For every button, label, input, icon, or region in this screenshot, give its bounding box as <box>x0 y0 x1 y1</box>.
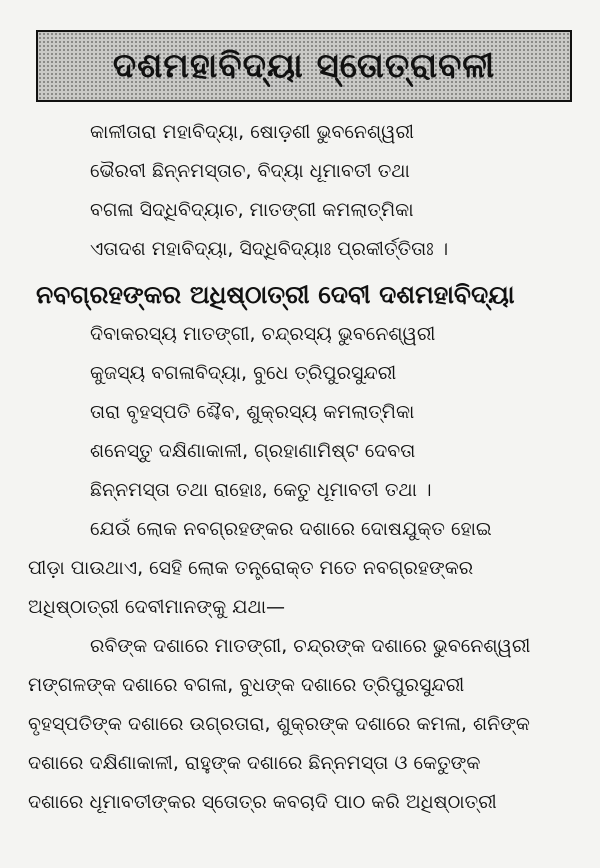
paragraph-line: ଦଶାରେ ଧୂମାବତୀଙ୍କର ସ୍ତୋତ୍ର କବଚାଦି ପାଠ କରି ଅଧିଷ୍ଠାତ୍ରୀ <box>28 791 497 813</box>
paragraph-line: ଅଧିଷ୍ଠାତ୍ରୀ ଦେବୀମାନଙ୍କୁ ଯଥା— <box>28 596 286 618</box>
paragraph-line: ଦଶାରେ ଦକ୍ଷିଣାକାଳୀ, ରାହୁଙ୍କ ଦଶାରେ ଛିନ୍ନମସ୍ତା ଓ କେତୁଙ୍କ <box>28 752 481 774</box>
verse-line: ବଗଳା ସିଦ୍ଧିବିଦ୍ୟାଚ, ମାତଙ୍ଗୀ କମଲାତ୍ମିକା <box>90 199 414 221</box>
verse-line: ଦିବାକରସ୍ୟ ମାତଙ୍ଗୀ, ଚନ୍ଦ୍ରସ୍ୟ ଭୁବନେଶ୍ୱରୀ <box>90 323 436 345</box>
paragraph-2 <box>28 636 576 812</box>
paragraph-line: ବୃହସ୍ପତିଙ୍କ ଦଶାରେ ଉଗ୍ରତାରା, ଶୁକ୍ରଙ୍କ ଦଶାରେ କମଳା, ଶନିଙ୍କ <box>28 713 530 735</box>
paragraph-line: ମଙ୍ଗଳଙ୍କ ଦଶାରେ ବଗଳା, ବୁଧଙ୍କ ଦଶାରେ ତ୍ରିପୁରସୁନ୍ଦରୀ <box>28 674 465 696</box>
verse-line: ତାରା ବୃହସ୍ପତି ଶ୍ଚୈବ, ଶୁକ୍ରସ୍ୟ କମଲାତ୍ମିକା <box>90 401 415 423</box>
verse-line: ଛିନ୍ନମସ୍ତା ତଥା ରାହୋଃ, କେତୁ ଧୂମାବତୀ ତଥା । <box>90 479 432 501</box>
paragraph-1 <box>28 519 576 617</box>
title-box <box>36 30 572 102</box>
paragraph-line: ପୀଡ଼ା ପାଉଥାଏ, ସେହି ଲୋକ ତନ୍ତ୍ରୋକ୍ତ ମତେ ନବଗ୍ରହଙ୍କର <box>28 557 474 579</box>
verse-line: କାଳୀତାରା ମହାବିଦ୍ୟା, ଷୋଡ଼ଶୀ ଭୁବନେଶ୍ୱରୀ <box>90 121 415 143</box>
verse-line: କୁଜସ୍ୟ ବଗଳାବିଦ୍ୟା, ବୁଧେ ତ୍ରିପୁରସୁନ୍ଦରୀ <box>90 362 397 384</box>
verse-block-1 <box>90 122 576 259</box>
page-title: ଦଶମହାବିଦ୍ୟା ସ୍ତୋତ୍ରାବଳୀ <box>112 46 496 86</box>
paragraph-line: ରବିଙ୍କ ଦଶାରେ ମାତଙ୍ଗୀ, ଚନ୍ଦ୍ରଙ୍କ ଦଶାରେ ଭୁବନେଶ୍ୱରୀ <box>90 635 531 657</box>
verse-line: ଏତାଦଶ ମହାବିଦ୍ୟା, ସିଦ୍ଧିବିଦ୍ୟାଃ ପ୍ରକୀର୍ତ୍ତିତାଃ । <box>90 238 449 260</box>
section-heading: ନବଗ୍ରହଙ୍କର ଅଧିଷ୍ଠାତ୍ରୀ ଦେବୀ ଦଶମହାବିଦ୍ୟା <box>36 280 515 309</box>
verse-block-2 <box>90 324 576 500</box>
paragraph-line: ଯେଉଁ ଲୋକ ନବଗ୍ରହଙ୍କର ଦଶାରେ ଦୋଷଯୁକ୍ତ ହୋଇ <box>90 518 492 540</box>
verse-line: ଶନେସ୍ତୁ ଦକ୍ଷିଣାକାଳୀ, ଗ୍ରହାଣାମିଷ୍ଟ ଦେବତା <box>90 440 416 462</box>
verse-line: ଭୈରବୀ ଛିନ୍ନମସ୍ତାଚ, ବିଦ୍ୟା ଧୂମାବତୀ ତଥା <box>90 160 410 182</box>
